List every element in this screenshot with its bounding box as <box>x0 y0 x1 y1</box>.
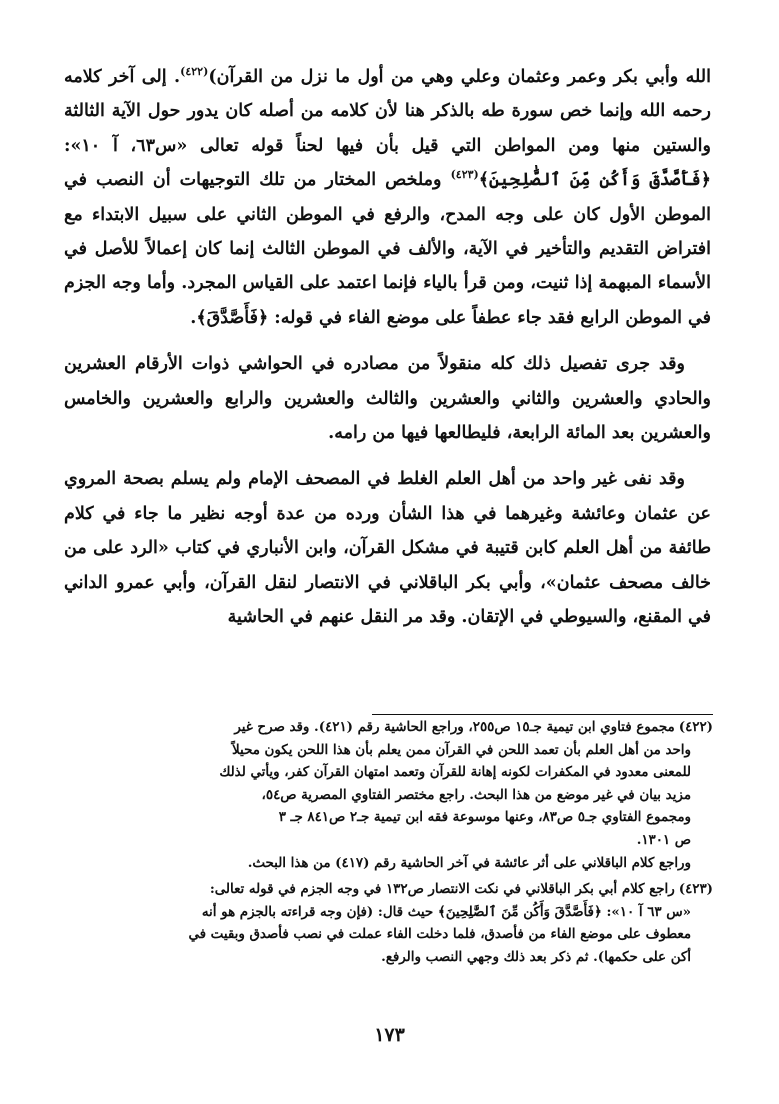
footnote-text: وراجع كلام الباقلاني على أثر عائشة في آخر الحاشية رقم (٤١٧) من هذا البحث. <box>247 854 691 871</box>
footnote-line <box>66 806 713 829</box>
paragraph <box>64 462 711 634</box>
page-number: ١٧٣ <box>374 1024 405 1046</box>
footnote-line <box>66 716 713 739</box>
quran-quote: ﴿فَأَصَّدَّقَ وَأَكُن مِّنَ ٱلصَّٰلِحِينَ﴾ <box>478 170 711 191</box>
main-text <box>64 60 711 647</box>
footnote-text: مزيد بيان في غير موضع من هذا البحث. راجع مختصر الفتاوي المصرية ص٥٤، <box>261 786 691 803</box>
footnotes <box>66 716 713 973</box>
footnote-text: ومجموع الفتاوي جـ٥ ص٨٣، وعنها موسوعة فقه ابن تيمية جـ٢ ص٨٤١ جـ ٣ <box>278 809 691 826</box>
text-run: وملخص المختار من تلك التوجيهات أن النصب في الموطن الأول كان على وجه المدح، والرفع في الموطن الثاني على سبيل الابتداء مع افتراض التقديم والتأخير في الآية، والألف في الموطن الثالث إنما كان إعمالاً للأصل في الأسماء المبهمة إذا ثنيت، ومن قرأ بالياء فإنما اعتمد على القياس المجرد. وأما وجه الجزم في الموطن الرابع فقد جاء عطفاً على موضع الفاء في قوله: <box>64 170 711 328</box>
footnote-line <box>66 878 713 901</box>
footnote-text: «س ٦٣ آ ١٠»: ﴿فَأَصَّدَّقَ وَأَكُن مِّنَ ٱلصَّٰلِحِينَ﴾ حيث قال: (فإن وجه قراءته بالجزم هو أنه <box>201 903 691 920</box>
footnote-text: واحد من أهل العلم بأن تعمد اللحن في القرآن ممن يعلم بأن هذا اللحن يكون محيلاً <box>232 741 691 758</box>
footnote-text: للمعنى معدود في المكفرات لكونه إهانة للقرآن وتعمد امتهان القرآن كفر، ويأتي لذلك <box>219 764 691 781</box>
footnote-line <box>66 829 713 852</box>
paragraph <box>64 347 711 450</box>
footnote-reference: (٤٢٢) <box>180 65 209 79</box>
paragraph <box>64 60 711 335</box>
text-run: الله وأبي بكر وعمر وعثمان وعلي وهي من أول ما نزل من القرآن) <box>208 67 711 87</box>
footnote <box>66 716 713 874</box>
footnote-text: معطوف على موضع الفاء من فأصدق، فلما دخلت الفاء عملت في نصب فأصدق وبقيت في <box>188 926 691 943</box>
text-run: . <box>190 307 197 328</box>
text-run: وقد جرى تفصيل ذلك كله منقولاً من مصادره في الحواشي ذوات الأرقام العشرين والحادي والعشرين والثاني والعشرين والثالث والعشرين والرابع والعشرين والخامس والعشرين بعد المائة الرابعة، فليطالعها فيها من رامه. <box>64 354 711 444</box>
footnote-line <box>66 784 713 807</box>
footnote-text: راجع كلام أبي بكر الباقلاني في نكت الانتصار ص١٣٢ في وجه الجزم في قوله تعالى: <box>209 881 675 898</box>
footnote-line <box>66 946 713 969</box>
footnote-line <box>66 761 713 784</box>
footnote-number: (٤٢٣) <box>678 881 713 898</box>
footnote-line <box>66 852 713 875</box>
footnote-line <box>66 923 713 946</box>
footnote-separator <box>372 714 713 715</box>
footnote-text: ص ١٣٠١. <box>636 831 691 848</box>
footnote-reference: (٤٢٣) <box>450 168 479 182</box>
footnote-line <box>66 739 713 762</box>
text-run: وقد نفى غير واحد من أهل العلم الغلط في المصحف الإمام ولم يسلم بصحة المروي عن عثمان وعائشة وغيرهما في هذا الشأن ورده من عدة أوجه نظير ما جاء في كلام طائفة من أهل العلم كابن قتيبة في مشكل القرآن، وابن الأنباري في كتاب «الرد على من خالف مصحف عثمان»، وأبي بكر الباقلاني في الانتصار لنقل القرآن، وأبي عمرو الداني في المقنع، والسيوطي في الإتقان. وقد مر النقل عنهم في الحاشية <box>64 469 711 628</box>
quran-quote: ﴿فَأَصَّدَّقَ﴾ <box>196 307 269 328</box>
footnote-line <box>66 901 713 924</box>
text-run: . إلى آخر كلامه رحمه الله وإنما خص سورة طه بالذكر هنا لأن كلامه من أصله كان يدور حول الآية الثالثة والستين منها ومن المواطن التي قيل بأن فيها لحناً قوله تعالى «س٦٣، آ ١٠»: <box>64 67 711 156</box>
footnote <box>66 878 713 968</box>
footnote-text: مجموع فتاوي ابن تيمية جـ١٥ ص٢٥٥، وراجع الحاشية رقم (٤٢١). وقد صرح غير <box>234 719 675 735</box>
footnote-number: (٤٢٢) <box>678 719 713 735</box>
footnote-text: أكن على حكمها). ثم ذكر بعد ذلك وجهي النصب والرفع. <box>381 948 691 965</box>
